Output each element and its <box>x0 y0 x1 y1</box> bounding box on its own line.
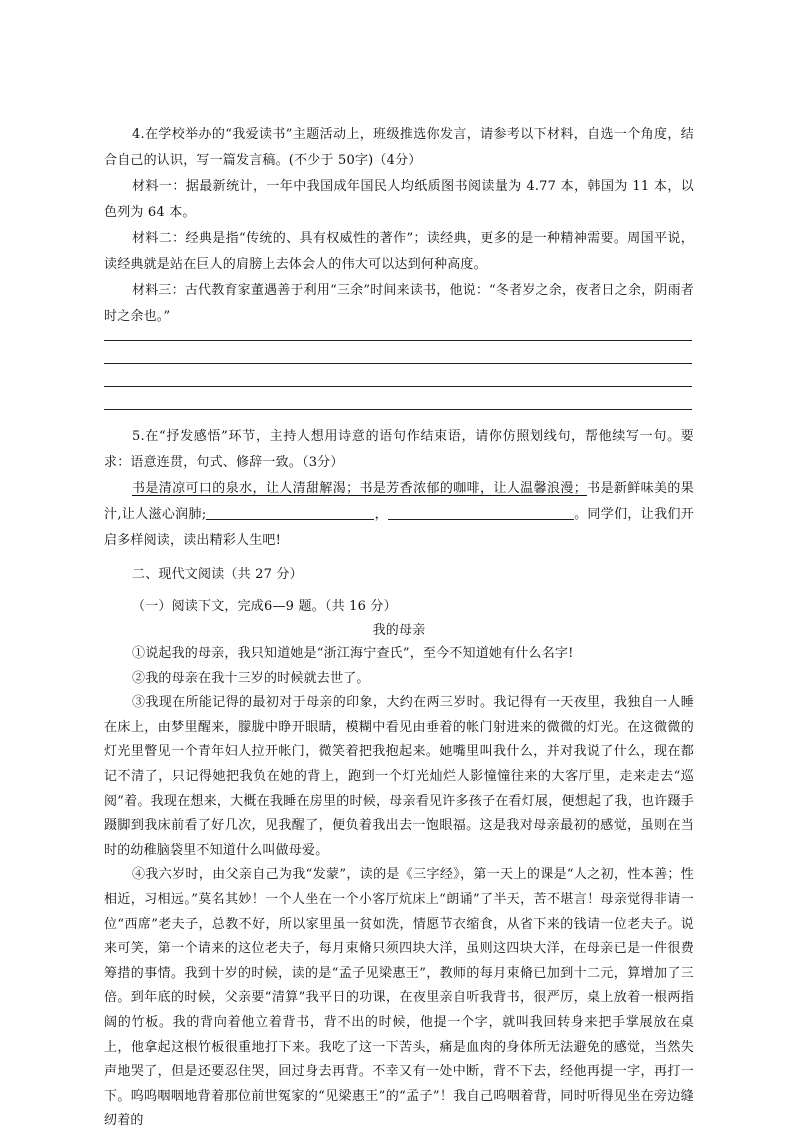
article-title: 我的母亲 <box>372 623 426 638</box>
underlined-example: 书是清凉可口的泉水，让人清甜解渴；书是芳香浓郁的咖啡，让人温馨浪漫； <box>132 481 587 496</box>
article-paragraph: ①说起我的母亲，我只知道她是“浙江海宁查氏”，至今不知道她有什么名字! <box>132 646 574 661</box>
answer-line[interactable] <box>104 340 692 341</box>
blank-end: 。 <box>573 507 588 522</box>
fill-blank-2[interactable] <box>388 505 574 520</box>
blank-separator: ， <box>374 507 388 522</box>
material-2: 材料二：经典是指“传统的、具有权威性的著作”；读经典，更多的是一种精神需要。周国平说，读经典就是站在巨人的肩膀上去体会人的伟大可以达到何种高度。 <box>104 231 694 272</box>
material-3: 材料三：古代教育家董遇善于利用“三余”时间来读书，他说：“冬者岁之余，夜者日之余，阴雨者时之余也。” <box>104 283 694 324</box>
fill-blank-1[interactable] <box>206 505 374 520</box>
article-paragraph: ②我的母亲在我十三岁的时候就去世了。 <box>132 670 370 686</box>
answer-line[interactable] <box>104 386 692 387</box>
part-1-heading: （一）阅读下文，完成6—9 题。（共 16 分） <box>132 599 397 614</box>
answer-line[interactable] <box>104 409 692 410</box>
question-5-prompt: 5.在“抒发感悟”环节，主持人想用诗意的语句作结束语，请你仿照划线句，帮他续写一句。要求：语意连贯，句式、修辞一致。（3分） <box>104 429 694 470</box>
article-paragraph: ④我六岁时，由父亲自己为我“发蒙”，读的是《三字经》，第一天上的课是“人之初，性本善；性相近，习相远。”莫名其妙！一个人坐在一个小客厅炕床上“朗诵”了半天，苦不堪言！母亲觉得非请一位“西席”老夫子，总教不好，所以家里虽一贫如洗，情愿节衣缩食，从省下来的钱请一位老夫子。说来可笑，第一个请来的这位老夫子，每月束脩只须四块大洋，虽则这四块大洋，在母亲已是一件很费筹措的事情。我到十岁的时候，读的是“孟子见梁惠王”，教师的每月束脩已加到十二元，算增加了三倍。到年底的时候，父亲要“清算”我平日的功课，在夜里亲自听我背书，很严厉，桌上放着一根两指阔的竹板。我的背向着他立着背书，背不出的时候，他提一个字，就叫我回转身来把手掌展放在桌上，他拿起这根竹板很重地打下来。我吃了这一下苦头，痛是血肉的身体所无法避免的感觉，当然失声地哭了，但是还要忍住哭，回过身去再背。不幸又有一处中断，背不下去，经他再提一字，再打一下。呜呜咽咽地背着那位前世冤家的“见梁惠王”的“孟子”！我自己呜咽着背，同时听得见坐在旁边缝纫着的 <box>104 867 694 1129</box>
material-1: 材料一：据最新统计，一年中我国成年国民人均纸质图书阅读量为 4.77 本，韩国为 11 本，以色列为 64 本。 <box>104 179 694 220</box>
question-5-answer <box>104 476 694 554</box>
continuation-start: 书是新鲜味美的果汁,让人滋心润肺; <box>104 481 694 522</box>
exam-page <box>104 122 694 1134</box>
question-4-prompt: 4.在学校举办的“我爱读书”主题活动上，班级推选你发言，请参考以下材料，自选一个角度，结合自己的认识，写一篇发言稿。(不少于 50字)（4分） <box>104 127 694 168</box>
answer-line[interactable] <box>104 363 692 364</box>
article-body <box>104 642 694 1134</box>
section-2-heading: 二、现代文阅读（共 27 分） <box>132 567 303 582</box>
article-paragraph: ③我现在所能记得的最初对于母亲的印象，大约在两三岁时。我记得有一天夜里，我独自一人睡在床上，由梦里醒来，朦胧中睁开眼睛，模糊中看见由垂着的帐门射进来的微微的灯光。在这微微的灯光里瞥见一个青年妇人拉开帐门，微笑着把我抱起来。她嘴里叫我什么，并对我说了什么，现在都记不清了，只记得她把我负在她的背上，跑到一个灯光灿烂人影憧憧往来的大客厅里，走来走去“巡阅”着。我现在想来，大概在我睡在房里的时候，母亲看见许多孩子在看灯展，便想起了我，也许蹑手蹑脚到我床前看了好几次，见我醒了，便负着我出去一饱眼福。这是我对母亲最初的感觉，虽则在当时的幼稚脑袋里不知道什么叫做母爱。 <box>104 695 694 858</box>
answer-lines <box>104 340 694 410</box>
closing-sentence: 同学们，让我们开启多样阅读，读出精彩人生吧! <box>104 507 694 548</box>
